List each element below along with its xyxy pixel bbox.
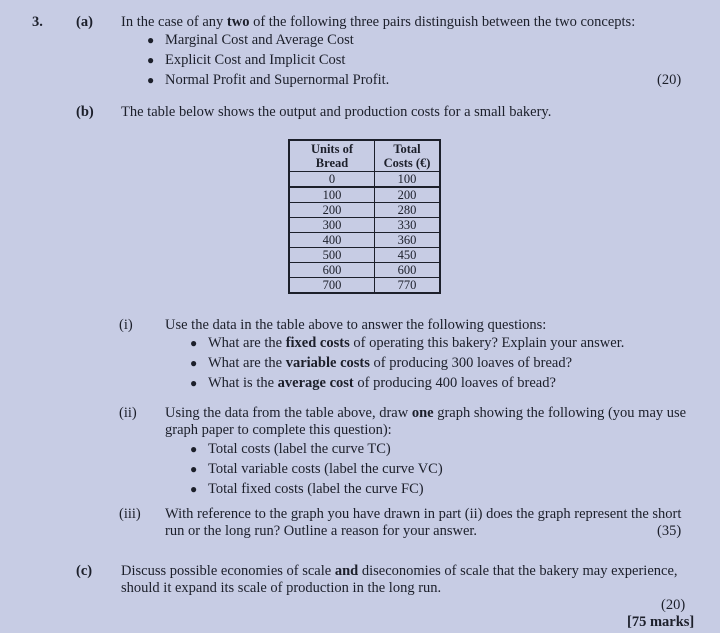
part-b-i-label: (i)	[119, 317, 133, 333]
part-b-ii-label: (ii)	[119, 405, 137, 421]
part-b-label: (b)	[76, 104, 94, 120]
part-b-iii-line1: With reference to the graph you have drawn in part (ii) does the graph represent the short	[165, 506, 682, 522]
bullet-icon: ●	[190, 356, 198, 370]
part-b-i-bullet: What are the variable costs of producing 300 loaves of bread?	[208, 355, 573, 371]
part-c-marks: (20)	[661, 597, 686, 613]
part-b-iii-label: (iii)	[119, 506, 141, 522]
total-marks: [75 marks]	[627, 614, 695, 630]
part-b-iii-line2: run or the long run? Outline a reason for your answer.	[165, 523, 478, 539]
part-c-line2: should it expand its scale of production in the long run.	[121, 580, 442, 596]
part-b-ii-line1: Using the data from the table above, draw one graph showing the following (you may use	[165, 405, 687, 421]
part-a-bullet: Explicit Cost and Implicit Cost	[165, 52, 346, 68]
part-b-ii-bullet: Total costs (label the curve TC)	[208, 441, 391, 457]
bullet-icon: ●	[190, 376, 198, 390]
column-header-units: Units of Bread	[289, 140, 375, 172]
part-b-ii-bullet: Total variable costs (label the curve VC)	[208, 461, 443, 477]
bullet-icon: ●	[190, 462, 198, 476]
bullet-icon: ●	[190, 336, 198, 350]
part-c-line1: Discuss possible economies of scale and diseconomies of scale that the bakery may experience,	[121, 563, 678, 579]
table-cell-units: 500	[289, 248, 375, 263]
part-b-ii-bullet: Total fixed costs (label the curve FC)	[208, 481, 424, 497]
table-cell-cost: 770	[375, 278, 441, 294]
table-row	[289, 263, 440, 278]
table-row	[289, 187, 440, 203]
table-cell-units: 700	[289, 278, 375, 294]
table-cell-units: 400	[289, 233, 375, 248]
table-cell-cost: 100	[375, 172, 441, 188]
table-row	[289, 278, 440, 294]
bullet-icon: ●	[190, 482, 198, 496]
table-cell-units: 100	[289, 187, 375, 203]
question-number: 3.	[32, 14, 43, 30]
part-b-intro: The table below shows the output and production costs for a small bakery.	[121, 104, 552, 120]
part-b-marks: (35)	[657, 523, 682, 539]
part-c-label: (c)	[76, 563, 93, 579]
part-a-label: (a)	[76, 14, 93, 30]
bullet-icon: ●	[147, 73, 155, 87]
table-cell-cost: 200	[375, 187, 441, 203]
table-cell-units: 200	[289, 203, 375, 218]
table-header-row	[289, 140, 440, 172]
column-header-total-costs: Total Costs (€)	[375, 140, 441, 172]
table-cell-cost: 600	[375, 263, 441, 278]
bullet-icon: ●	[190, 442, 198, 456]
table-row	[289, 248, 440, 263]
part-a-bullet: Marginal Cost and Average Cost	[165, 32, 354, 48]
table-row	[289, 218, 440, 233]
bullet-icon: ●	[147, 33, 155, 47]
table-row	[289, 233, 440, 248]
part-a-marks: (20)	[657, 72, 682, 88]
table-cell-units: 600	[289, 263, 375, 278]
table-cell-units: 0	[289, 172, 375, 188]
part-b-ii-line2: graph paper to complete this question):	[165, 422, 392, 438]
table-cell-cost: 280	[375, 203, 441, 218]
table-row	[289, 172, 440, 188]
table-row	[289, 203, 440, 218]
bullet-icon: ●	[147, 53, 155, 67]
part-a-intro: In the case of any two of the following three pairs distinguish between the two concepts:	[121, 14, 636, 30]
part-b-i-bullet: What is the average cost of producing 400 loaves of bread?	[208, 375, 556, 391]
table-cell-cost: 360	[375, 233, 441, 248]
table-cell-units: 300	[289, 218, 375, 233]
part-b-i-bullet: What are the fixed costs of operating this bakery? Explain your answer.	[208, 335, 625, 351]
bakery-costs-table	[288, 139, 441, 294]
part-a-bullet: Normal Profit and Supernormal Profit.	[165, 72, 390, 88]
part-b-i-intro: Use the data in the table above to answer the following questions:	[165, 317, 547, 333]
table-cell-cost: 450	[375, 248, 441, 263]
table-cell-cost: 330	[375, 218, 441, 233]
